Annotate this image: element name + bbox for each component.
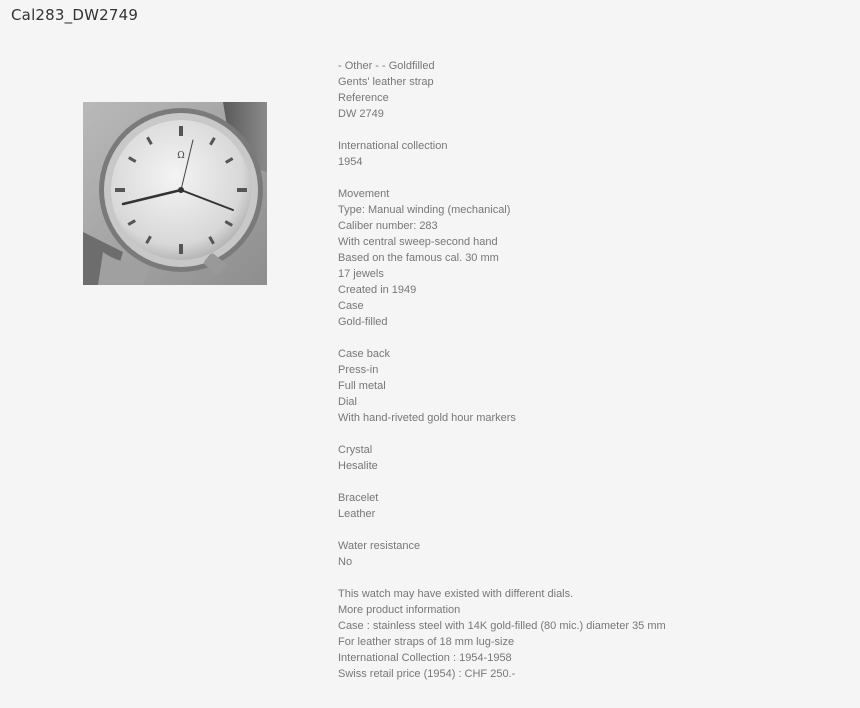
watch-photo [83,102,267,285]
detail-line: Gold-filled [338,316,388,328]
page-title: Cal283_DW2749 [11,6,139,24]
detail-line: More product information [338,604,461,616]
detail-line: Water resistance [338,540,421,552]
detail-line: Type: Manual winding (mechanical) [338,204,511,216]
detail-line: Swiss retail price (1954) : CHF 250.- [338,668,516,680]
detail-line: No [338,556,353,568]
spacer-line [338,522,666,538]
detail-line: For leather straps of 18 mm lug-size [338,636,515,648]
spacer-line [338,426,666,442]
detail-line: 17 jewels [338,268,384,280]
detail-line: Crystal [338,444,373,456]
detail-line: Press-in [338,364,379,376]
detail-line: With hand-riveted gold hour markers [338,412,516,424]
detail-line: Hesalite [338,460,378,472]
detail-line: Case back [338,348,390,360]
detail-line: Leather [338,508,376,520]
detail-line: This watch may have existed with different dials. [338,588,574,600]
detail-line: Reference [338,92,389,104]
detail-line: Movement [338,188,390,200]
spacer-line [338,330,666,346]
detail-line: Case : stainless steel with 14K gold-filled (80 mic.) diameter 35 mm [338,620,666,632]
spacer-line [338,474,666,490]
detail-line: Full metal [338,380,386,392]
detail-line: Dial [338,396,357,408]
detail-line: 1954 [338,156,363,168]
detail-line: Gents' leather strap [338,76,434,88]
watch-details-list [338,58,666,682]
detail-line: International collection [338,140,448,152]
detail-line: International Collection : 1954-1958 [338,652,512,664]
detail-line: - Other - - Goldfilled [338,60,435,72]
spacer-line [338,170,666,186]
spacer-line [338,570,666,586]
detail-line: Based on the famous cal. 30 mm [338,252,499,264]
detail-line: Case [338,300,364,312]
detail-line: Created in 1949 [338,284,417,296]
detail-line: Caliber number: 283 [338,220,438,232]
detail-line: DW 2749 [338,108,384,120]
detail-line: With central sweep-second hand [338,236,498,248]
spacer-line [338,122,666,138]
detail-line: Bracelet [338,492,379,504]
svg-text:Ω: Ω [177,151,185,161]
